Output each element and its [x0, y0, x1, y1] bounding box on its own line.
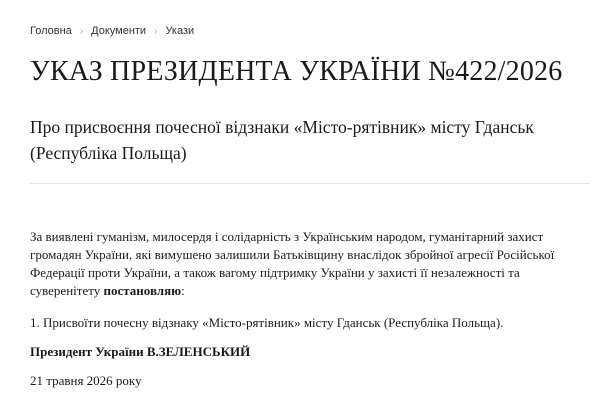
decree-date: 21 травня 2026 року — [30, 373, 142, 388]
resolve-suffix: : — [181, 283, 185, 298]
decree-signature: Президент України В.ЗЕЛЕНСЬКИЙ — [30, 344, 251, 359]
decree-item: 1. Присвоїти почесну відзнаку «Місто-рятівник» місту Гданськ (Республіка Польща). — [30, 315, 504, 330]
chevron-right-icon: › — [154, 25, 158, 37]
page-subtitle: Про присвоєння почесної відзнаки «Місто-рятівник» місту Гданськ (Республіка Польща) — [30, 117, 534, 163]
divider — [30, 183, 590, 184]
breadcrumb — [30, 25, 194, 37]
breadcrumb-home-link[interactable]: Головна — [30, 25, 72, 37]
decree-preamble — [30, 228, 590, 300]
preamble-text: За виявлені гуманізм, милосердя і солідарність з Українським народом, гуманітарний захист громадян України, які вимушено залишили Батьківщину внаслідок збройної агресії Російської Федерації проти України, а також вагому підтримку України у захисті її незалежності та суверенітету — [30, 229, 555, 298]
page-title: УКАЗ ПРЕЗИДЕНТА УКРАЇНИ №422/2026 — [30, 56, 563, 87]
breadcrumb-documents-link[interactable]: Документи — [91, 25, 147, 37]
chevron-right-icon: › — [79, 25, 84, 37]
resolve-word: постановляю — [103, 283, 182, 298]
breadcrumb-decrees-link[interactable]: Укази — [165, 25, 195, 37]
